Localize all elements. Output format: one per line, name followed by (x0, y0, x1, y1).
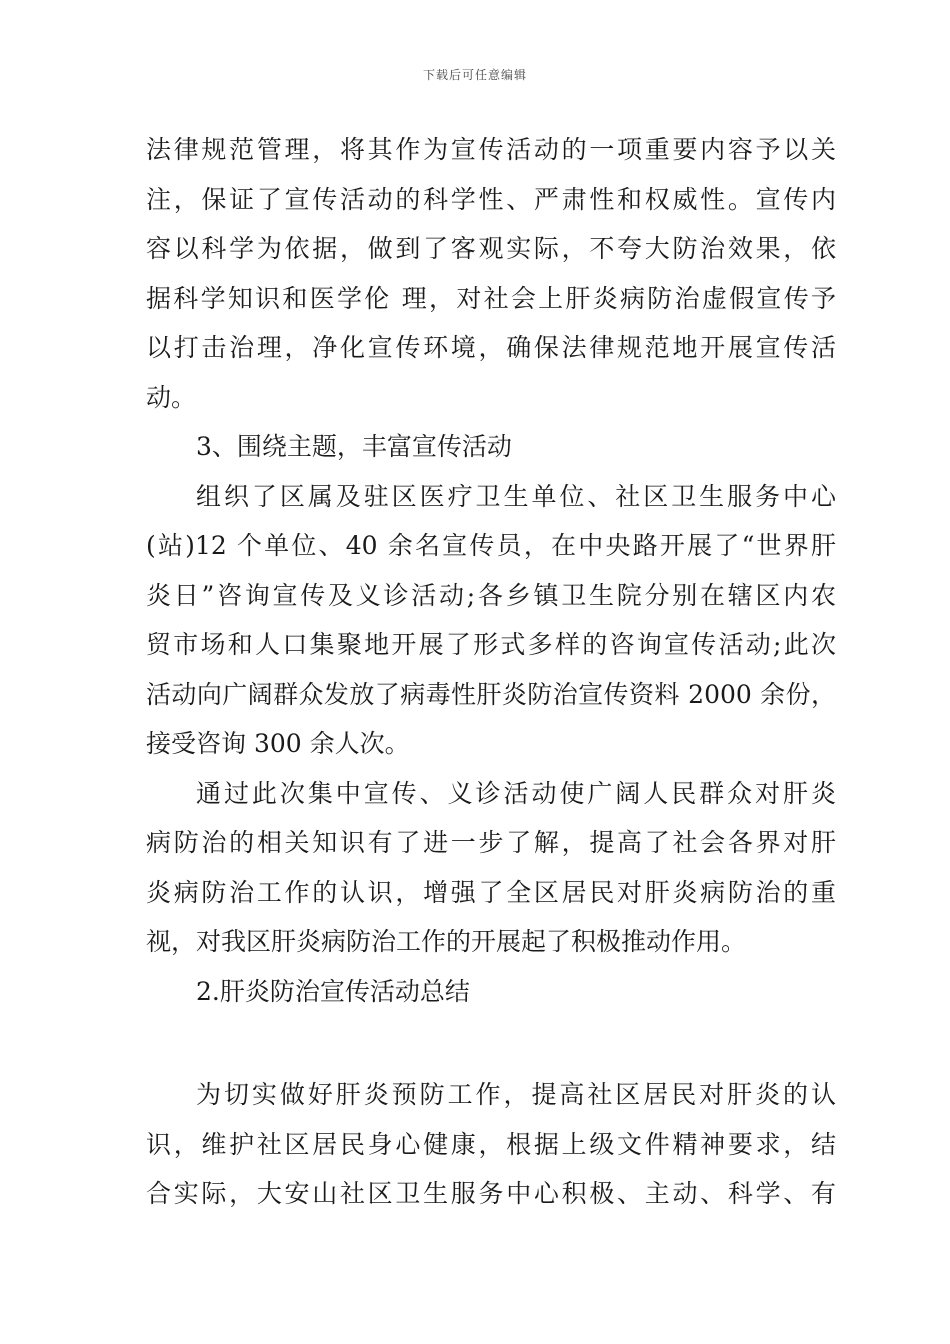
paragraph-gap (146, 1016, 836, 1070)
text-line: 病防治的相关知识有了进一步了解，提高了社会各界对肝 (146, 828, 836, 857)
text-line: 活动向广阔群众发放了病毒性肝炎防治宣传资料 2000 余份， (146, 679, 836, 709)
text-line: 视，对我区肝炎病防治工作的开展起了积极推动作用。 (146, 927, 747, 956)
text-line: 贸市场和人口集聚地开展了形式多样的咨询宣传活动;此次 (146, 630, 836, 659)
text-line: 为切实做好肝炎预防工作，提高社区居民对肝炎的认 (196, 1080, 836, 1109)
section-heading: 3、围绕主题，丰富宣传活动 (196, 432, 512, 461)
text-line: 容以科学为依据，做到了客观实际，不夸大防治效果，依 (146, 234, 836, 263)
section-heading: 2.肝炎防治宣传活动总结 (196, 976, 470, 1006)
text-line: 合实际，大安山社区卫生服务中心积极、主动、科学、有 (146, 1179, 836, 1208)
text-line: 以打击治理，净化宣传环境，确保法律规范地开展宣传活 (146, 333, 836, 362)
text-line: 炎日”咨询宣传及义诊活动;各乡镇卫生院分别在辖区内农 (146, 580, 836, 610)
page-header: 下载后可任意编辑 (422, 68, 527, 82)
text-line: 识，维护社区居民身心健康，根据上级文件精神要求，结 (146, 1129, 836, 1159)
text-line: 法律规范管理，将其作为宣传活动的一项重要内容予以关 (146, 135, 836, 164)
text-line: 注，保证了宣传活动的科学性、严肃性和权威性。宣传内 (146, 184, 836, 214)
text-line: 组织了区属及驻区医疗卫生单位、社区卫生服务中心 (196, 481, 836, 511)
text-line: (站)12 个单位、40 余名宣传员，在中央路开展了“世界肝 (146, 531, 836, 560)
text-line: 通过此次集中宣传、义诊活动使广阔人民群众对肝炎 (196, 778, 836, 808)
document-body (146, 125, 836, 1219)
text-line: 接受咨询 300 余人次。 (146, 729, 410, 758)
text-line: 据科学知识和医学伦 理，对社会上肝炎病防治虚假宣传予 (146, 283, 836, 313)
text-line: 炎病防治工作的认识，增强了全区居民对肝炎病防治的重 (146, 877, 836, 907)
text-line: 动。 (146, 382, 197, 412)
